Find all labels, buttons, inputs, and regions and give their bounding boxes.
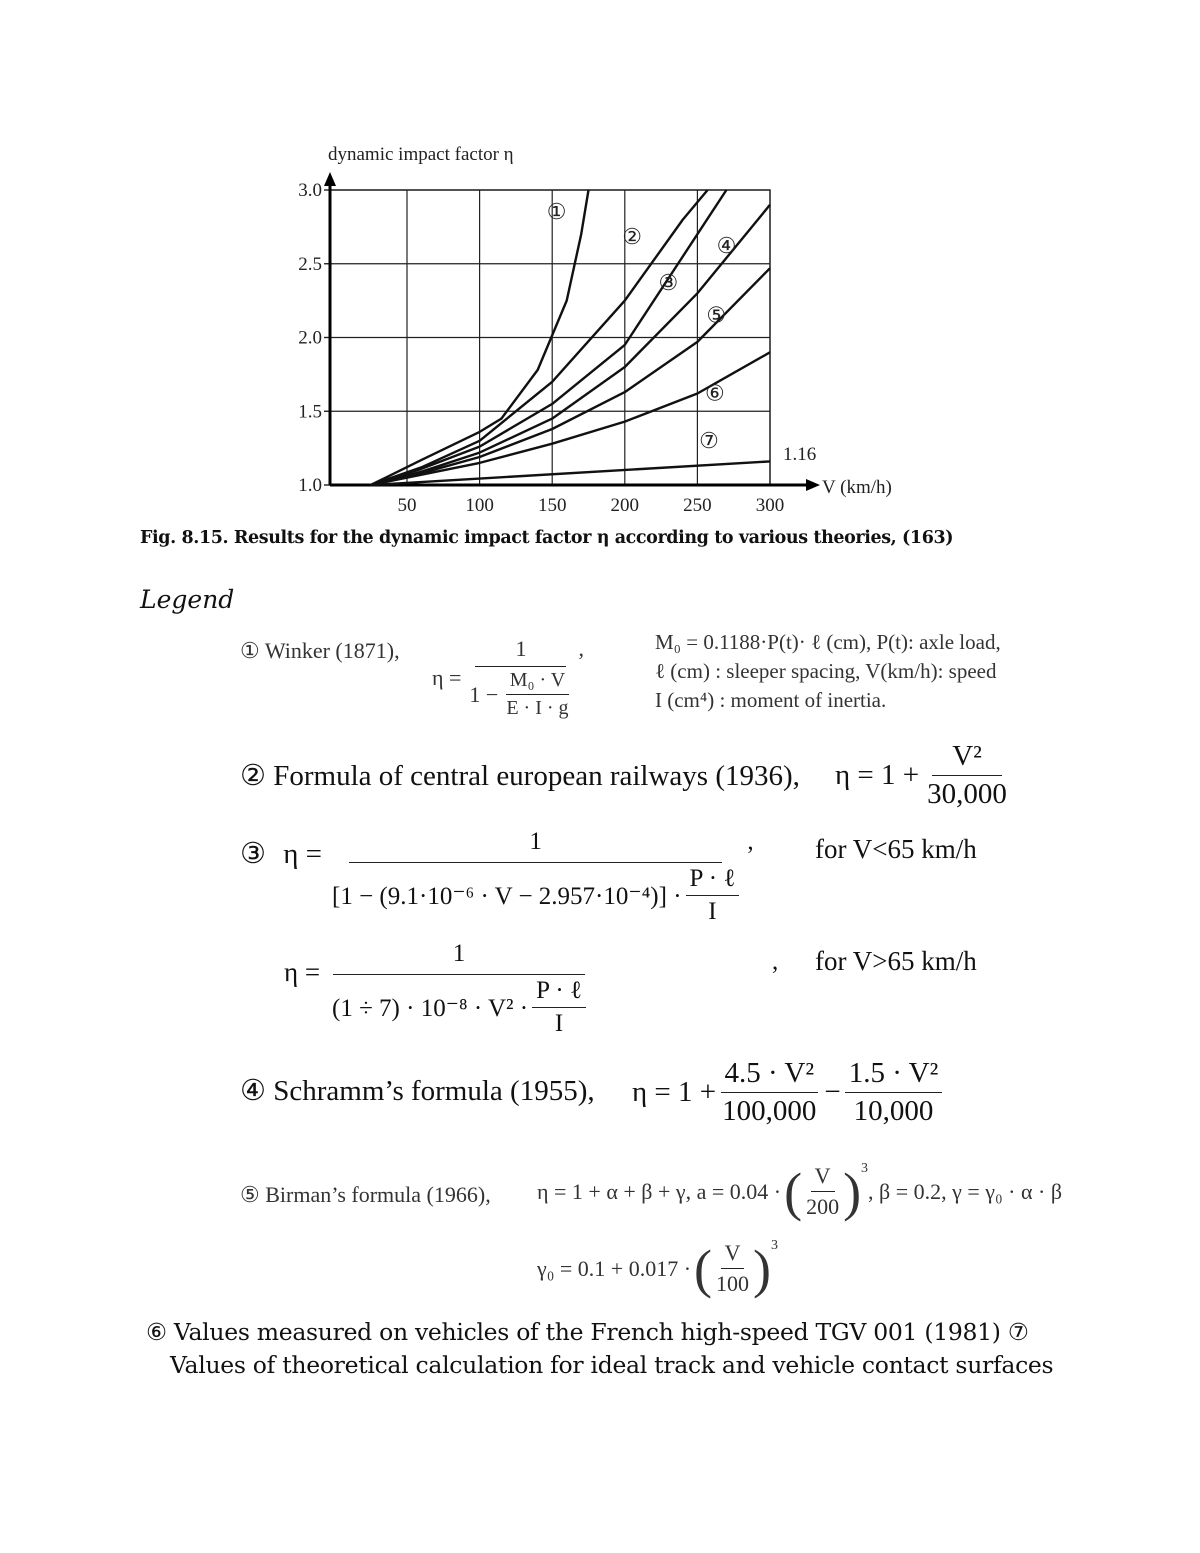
formula-3b-comma: , <box>772 948 779 975</box>
x-axis-title: V (km/h) <box>822 477 892 498</box>
series-marker-6: ⑥ <box>704 380 725 406</box>
formula-3b-eta: η = <box>284 957 321 987</box>
condition-3b: for V>65 km/h <box>815 946 977 976</box>
legend-item-6: ⑥ Values measured on vehicles of the French high-speed TGV 001 (1981) ⑦ <box>146 1318 1029 1346</box>
x-tick-label: 250 <box>683 495 712 516</box>
condition-3a: for V<65 km/h <box>815 834 977 864</box>
series-marker-7: ⑦ <box>699 427 719 453</box>
chart-axes <box>324 172 820 491</box>
y-tick-label: 3.0 <box>298 180 322 201</box>
x-tick-label: 200 <box>610 495 640 516</box>
y-axis-title: dynamic impact factor η <box>328 144 514 165</box>
formula-5a: η = 1 + α + β + γ, a = 0.04 · ( $\frac{V}{200}$ ) 3 , β = 0.2, γ = γ₀ · α · β <box>537 1161 1063 1222</box>
y-tick-label: 2.5 <box>298 253 322 275</box>
formula-1: η = 1 1 − $\frac{\text{M₀ · V}}{E \cdot I \cdot g}$ , <box>432 636 585 719</box>
legend-item-1-notes: M₀ = 0.1188·P(t)· ℓ (cm), P(t): axle load, ℓ (cm) : sleeper spacing, V(km/h): speed I (cm⁴) : moment of inertia. <box>655 630 1001 712</box>
series-marker-4: ④ <box>716 233 737 259</box>
y-axis-arrow <box>324 172 336 186</box>
legend-title: Legend <box>140 585 235 614</box>
x-tick-label: 150 <box>537 495 567 516</box>
impact-factor-chart <box>270 135 930 530</box>
figure-caption: Fig. 8.15. Results for the dynamic impact factor η according to various theories, (163) <box>140 528 954 548</box>
series-marker-3: ③ <box>658 269 679 295</box>
formula-3a: 1 [1 − (9.1·10⁻⁶ · V − 2.957·10⁻⁴)] · $\frac{\text{P · ℓ}}{I}$ , <box>332 828 754 925</box>
x-tick-label: 100 <box>465 495 494 516</box>
legend-item-7: Values of theoretical calculation for ideal track and vehicle contact surfaces <box>170 1351 1054 1379</box>
legend-item-1: ① Winker (1871), <box>240 638 400 663</box>
y-tick-label: 1.0 <box>298 475 322 496</box>
formula-4: η = 1 + $\frac{\text{4.5 · V²}}{100,000}$ − $\frac{\text{1.5 · V²}}{10,000}$ <box>632 1057 942 1128</box>
series-marker-5: ⑤ <box>706 302 727 328</box>
chart-annotation-1-16: 1.16 <box>783 444 817 465</box>
x-tick-label: 300 <box>755 495 785 516</box>
x-tick-label: 50 <box>397 495 417 516</box>
y-tick-label: 1.5 <box>298 401 322 423</box>
formula-5b: γ₀ = 0.1 + 0.017 · ( $\frac{V}{100}$ ) 3 <box>537 1238 779 1299</box>
legend-item-3: ③ η = <box>240 838 323 870</box>
series-marker-1: ① <box>546 199 567 225</box>
legend-item-2: ② Formula of central european railways (1936), <box>240 760 800 792</box>
legend-item-4: ④ Schramm’s formula (1955), <box>240 1075 595 1107</box>
y-tick-label: 2.0 <box>298 327 322 349</box>
x-axis-arrow <box>806 479 820 491</box>
legend-item-5: ⑤ Birman’s formula (1966), <box>240 1182 491 1207</box>
formula-2: η = 1 + $\frac{\text{V²}}{30,000}$ <box>835 740 1007 810</box>
series-marker-2: ② <box>622 224 642 250</box>
formula-3b: 1 (1 ÷ 7) · 10⁻⁸ · V² · $\frac{\text{P · ℓ}}{I}$ <box>328 940 590 1038</box>
